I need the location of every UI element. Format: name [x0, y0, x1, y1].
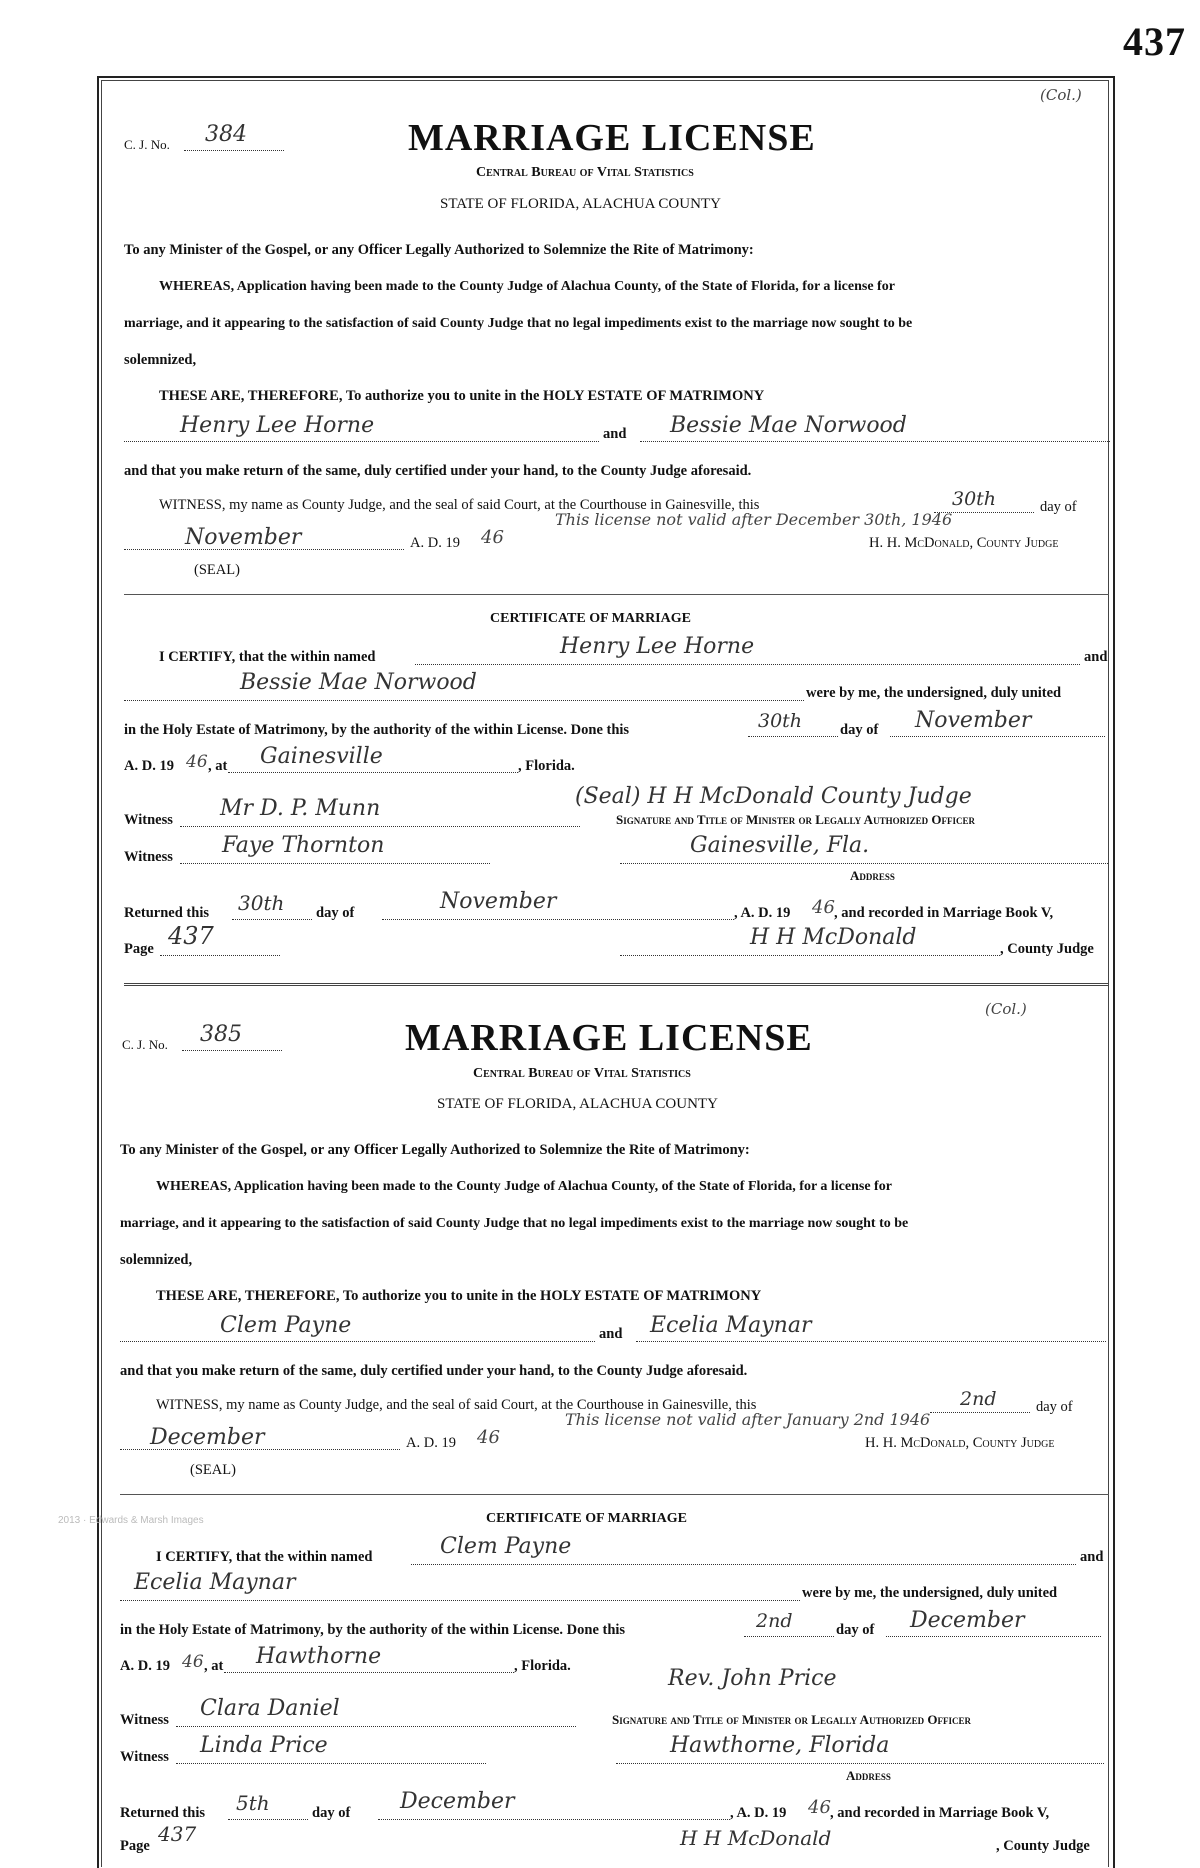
bride-line [640, 441, 1110, 442]
done-month-line [886, 1636, 1101, 1637]
cert-bride: Bessie Mae Norwood [240, 670, 477, 695]
address-label: Address [850, 868, 895, 883]
validity-note: This license not valid after January 2nd 1946 [565, 1410, 931, 1429]
section-divider [124, 594, 1109, 595]
cert-ad-year: 46 [186, 752, 208, 772]
cert-bride: Ecelia Maynar [134, 1570, 296, 1595]
groom-name: Henry Lee Horne [180, 413, 375, 438]
certify-label: I CERTIFY, that the within named [159, 649, 376, 665]
returned-day: 30th [238, 891, 285, 915]
officer-label: Signature and Title of Minister or Legally Authorized Officer [612, 1712, 971, 1727]
day-of-label: day of [1040, 499, 1077, 515]
county-judge-label: , County Judge [996, 1838, 1090, 1854]
returned-day-of: day of [312, 1805, 351, 1821]
ad-year: 46 [481, 527, 504, 548]
witness2-name: Linda Price [200, 1733, 328, 1758]
witness2-label: Witness [120, 1749, 169, 1765]
address-label: Address [846, 1768, 891, 1783]
bride-name: Bessie Mae Norwood [670, 413, 907, 438]
cert-address: Hawthorne, Florida [670, 1733, 890, 1758]
groom-line [124, 441, 599, 442]
done-day-of: day of [840, 722, 879, 738]
cj-label: C. J. No. [122, 1037, 168, 1052]
cert-ad-year: 46 [182, 1652, 204, 1672]
cert-groom: Henry Lee Horne [560, 634, 755, 659]
judge-sig-line [620, 955, 1000, 956]
done-day-line [744, 1636, 834, 1637]
witness-text: WITNESS, my name as County Judge, and the seal of said Court, at the Courthouse in Gainesville, this [156, 1397, 757, 1413]
certificate-title: CERTIFICATE OF MARRIAGE [486, 1511, 687, 1526]
returned-year: 46 [808, 1797, 831, 1818]
done-day: 30th [758, 710, 803, 732]
page-label: Page [120, 1838, 150, 1854]
done-month: December [910, 1608, 1025, 1633]
returned-day-line [228, 1819, 308, 1820]
page-value: 437 [158, 1822, 197, 1846]
cj-number: 384 [205, 122, 247, 147]
scan-left-edge [0, 0, 30, 1856]
returned-year: 46 [812, 897, 835, 918]
witness-month: December [150, 1425, 265, 1450]
page-number: 437 [1123, 19, 1186, 64]
license-title: MARRIAGE LICENSE [405, 1017, 813, 1059]
place-line [224, 1672, 514, 1673]
united-label: were by me, the undersigned, duly united [806, 685, 1062, 701]
bureau-label: Central Bureau of Vital Statistics [473, 1066, 691, 1081]
done-day-of: day of [836, 1622, 875, 1638]
col-note: (Col.) [985, 1000, 1027, 1018]
return-text: and that you make return of the same, duly certified under your hand, to the County Judge aforesaid. [120, 1363, 748, 1379]
cert-place: Hawthorne [256, 1644, 382, 1669]
state-county: STATE OF FLORIDA, ALACHUA COUNTY [440, 196, 721, 212]
cert-and-label: and [1080, 1549, 1104, 1565]
and-label: and [603, 426, 627, 442]
witness2-name: Faye Thornton [222, 833, 385, 858]
recorded-label: , and recorded in Marriage Book V, [834, 905, 1054, 921]
florida-label: , Florida. [518, 758, 575, 774]
and-label: and [599, 1326, 623, 1342]
cj-number: 385 [200, 1022, 242, 1047]
bride-line [636, 1341, 1106, 1342]
cj-line [184, 150, 284, 151]
ad-label: A. D. 19 [406, 1435, 456, 1451]
cj-line [182, 1050, 282, 1051]
cert-ad-label: A. D. 19 [124, 758, 174, 774]
returned-month: November [440, 889, 557, 914]
witness1-label: Witness [124, 812, 173, 828]
witness2-label: Witness [124, 849, 173, 865]
returned-ad: , A. D. 19 [734, 905, 791, 921]
address-line [620, 863, 1108, 864]
returned-day: 5th [236, 1791, 270, 1815]
page-value: 437 [168, 922, 214, 950]
whereas-line-2: marriage, and it appearing to the satisfaction of said County Judge that no legal impediments exist to the marriage now sought to be [124, 316, 913, 331]
cert-groom-line [415, 664, 1080, 665]
watermark: 2013 · Edwards & Marsh Images [58, 1515, 204, 1526]
whereas-line-1: WHEREAS, Application having been made to the County Judge of Alachua County, of the State of Florida, for a license for [159, 279, 895, 294]
ad-label: A. D. 19 [410, 535, 460, 551]
at-label: , at [204, 1658, 224, 1674]
officer-label: Signature and Title of Minister or Legally Authorized Officer [616, 812, 975, 827]
done-day-line [748, 736, 838, 737]
certificate-title: CERTIFICATE OF MARRIAGE [490, 611, 691, 626]
cert-groom: Clem Payne [440, 1534, 572, 1559]
page-line [160, 955, 280, 956]
col-note: (Col.) [1040, 86, 1082, 104]
judge-label: H. H. McDonald, County Judge [869, 535, 1059, 551]
section-divider [120, 1494, 1109, 1495]
place-line [228, 772, 518, 773]
witness-text: WITNESS, my name as County Judge, and the seal of said Court, at the Courthouse in Gainesville, this [159, 497, 760, 513]
recorded-label: , and recorded in Marriage Book V, [830, 1805, 1050, 1821]
done-day: 2nd [756, 1610, 793, 1632]
therefore-line: THESE ARE, THEREFORE, To authorize you to unite in the HOLY ESTATE OF MATRIMONY [156, 1288, 762, 1304]
whereas-line-1: WHEREAS, Application having been made to the County Judge of Alachua County, of the State of Florida, for a license for [156, 1179, 892, 1194]
holy-estate-label: in the Holy Estate of Matrimony, by the authority of the within License. Done this [124, 722, 630, 738]
returned-ad: , A. D. 19 [730, 1805, 787, 1821]
returned-label: Returned this [124, 905, 209, 921]
at-label: , at [208, 758, 228, 774]
seal-label: (SEAL) [190, 1462, 236, 1478]
to-any-minister: To any Minister of the Gospel, or any Officer Legally Authorized to Solemnize the Rite of Matrimony: [120, 1142, 750, 1158]
united-label: were by me, the undersigned, duly united [802, 1585, 1058, 1601]
judge-label: H. H. McDonald, County Judge [865, 1435, 1055, 1451]
state-county: STATE OF FLORIDA, ALACHUA COUNTY [437, 1096, 718, 1112]
officer-signature: (Seal) H H McDonald County Judge [575, 784, 972, 809]
cert-address: Gainesville, Fla. [690, 833, 870, 858]
groom-line [120, 1341, 595, 1342]
license-title: MARRIAGE LICENSE [408, 117, 816, 159]
judge-signature: H H McDonald [750, 925, 917, 950]
returned-day-line [232, 919, 312, 920]
witness1-name: Clara Daniel [200, 1696, 340, 1721]
cert-place: Gainesville [260, 744, 383, 769]
officer-signature: Rev. John Price [668, 1666, 837, 1691]
done-month: November [915, 708, 1032, 733]
holy-estate-label: in the Holy Estate of Matrimony, by the authority of the within License. Done this [120, 1622, 626, 1638]
cert-groom-line [411, 1564, 1076, 1565]
return-text: and that you make return of the same, duly certified under your hand, to the County Judge aforesaid. [124, 463, 752, 479]
witness1-line [176, 1726, 576, 1727]
to-any-minister: To any Minister of the Gospel, or any Officer Legally Authorized to Solemnize the Rite of Matrimony: [124, 242, 754, 258]
ad-year: 46 [477, 1427, 500, 1448]
cert-bride-line [124, 700, 804, 701]
whereas-line-2: marriage, and it appearing to the satisfaction of said County Judge that no legal impediments exist to the marriage now sought to be [120, 1216, 909, 1231]
witness-month: November [185, 525, 302, 550]
judge-signature: H H McDonald [680, 1826, 832, 1850]
license-divider [124, 983, 1109, 986]
cert-bride-line [120, 1600, 800, 1601]
day-of-label: day of [1036, 1399, 1073, 1415]
certify-label: I CERTIFY, that the within named [156, 1549, 373, 1565]
witness2-line [176, 1763, 486, 1764]
returned-month-line [378, 1819, 730, 1820]
cert-ad-label: A. D. 19 [120, 1658, 170, 1674]
returned-month: December [400, 1789, 515, 1814]
whereas-line-3: solemnized, [124, 352, 197, 368]
witness-day-line [930, 1412, 1030, 1413]
address-line [616, 1763, 1104, 1764]
witness-day: 2nd [960, 1388, 997, 1410]
county-judge-label: , County Judge [1000, 941, 1094, 957]
bureau-label: Central Bureau of Vital Statistics [476, 165, 694, 180]
witness1-name: Mr D. P. Munn [220, 796, 381, 821]
groom-name: Clem Payne [220, 1313, 352, 1338]
returned-month-line [382, 919, 734, 920]
returned-day-of: day of [316, 905, 355, 921]
witness2-line [180, 863, 490, 864]
witness1-line [180, 826, 580, 827]
validity-note: This license not valid after December 30th, 1946 [555, 510, 953, 529]
returned-label: Returned this [120, 1805, 205, 1821]
cj-label: C. J. No. [124, 137, 170, 152]
bride-name: Ecelia Maynar [650, 1313, 812, 1338]
page-label: Page [124, 941, 154, 957]
witness1-label: Witness [120, 1712, 169, 1728]
florida-label: , Florida. [514, 1658, 571, 1674]
witness-day: 30th [952, 488, 997, 510]
therefore-line: THESE ARE, THEREFORE, To authorize you to unite in the HOLY ESTATE OF MATRIMONY [159, 388, 765, 404]
whereas-line-3: solemnized, [120, 1252, 193, 1268]
seal-label: (SEAL) [194, 562, 240, 578]
done-month-line [890, 736, 1105, 737]
cert-and-label: and [1084, 649, 1108, 665]
